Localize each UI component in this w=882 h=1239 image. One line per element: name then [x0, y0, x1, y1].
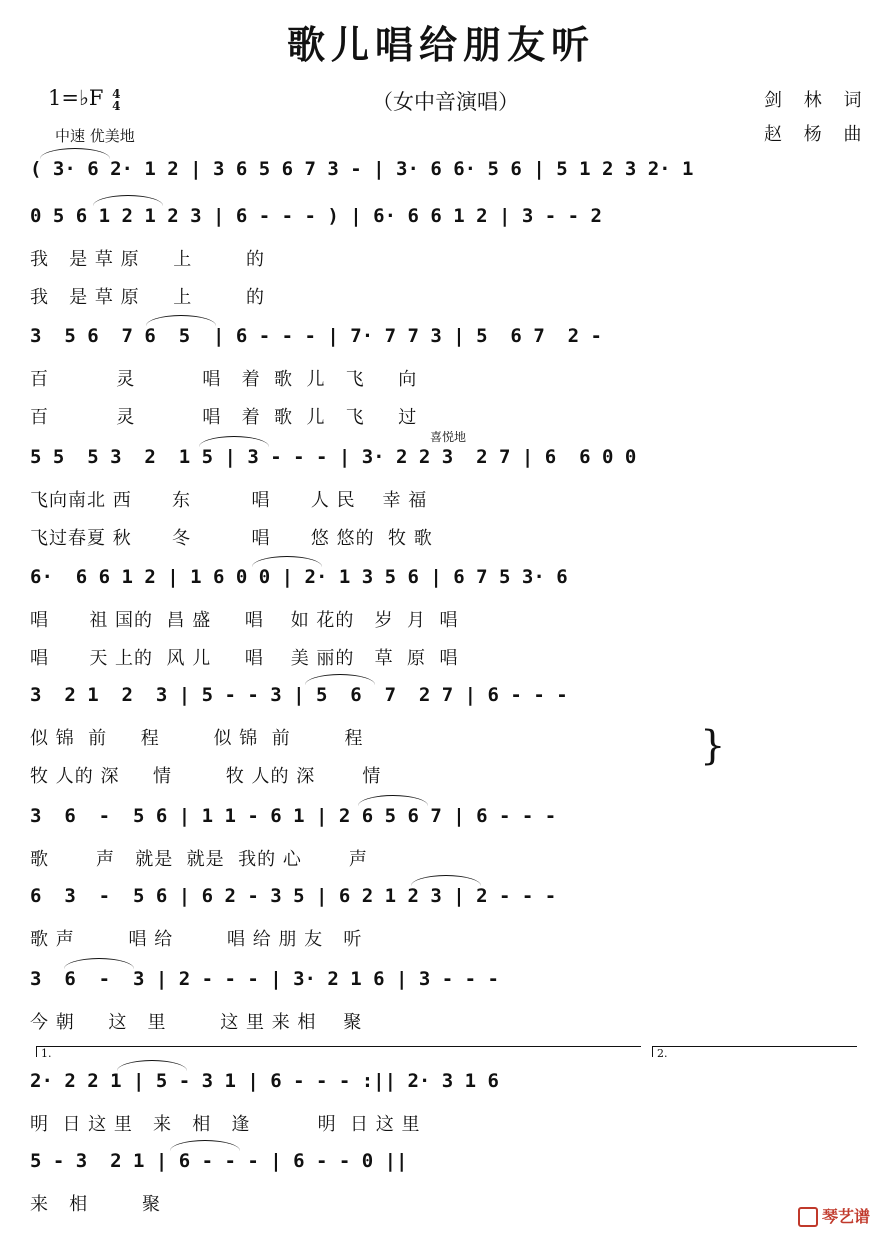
notation-line: 5 - 3 2 1 | 6 - - - | 6 - - 0 || [30, 1150, 408, 1172]
slur-mark [252, 556, 322, 567]
song-title: 歌儿唱给朋友听 [286, 23, 595, 67]
slur-mark [358, 795, 428, 806]
lyric-verse-1: 明 日 这 里 来 相 逢 明 日 这 里 [30, 1114, 421, 1135]
lyric-verse-2: 我 是 草 原 上 的 [30, 287, 265, 308]
notation-line: 3 2 1 2 3 | 5 - - 3 | 5 6 7 2 7 | 6 - - - [30, 684, 568, 706]
lyric-verse-1: 歌 声 唱 给 唱 给 朋 友 听 [30, 929, 363, 950]
lyric-verse-1: 歌 声 就是 就是 我的 心 声 [30, 849, 368, 870]
notation-line: 0 5 6 1 2 1 2 3 | 6 - - - ) | 6· 6 6 1 2 | 3 - - 2 [30, 205, 602, 227]
lyric-verse-2: 飞过春夏 秋 冬 唱 悠 悠的 牧 歌 [30, 528, 433, 549]
tempo-marking: 中速 优美地 [55, 127, 135, 145]
notation-line: 6 3 - 5 6 | 6 2 - 3 5 | 6 2 1 2 3 | 2 - - - [30, 885, 557, 907]
slur-mark [199, 436, 269, 447]
notation-line: 5 5 5 3 2 1 5 | 3 - - - | 3· 2 2 3 2 7 | 6 6 0 0 [30, 446, 637, 468]
logo-icon [798, 1207, 818, 1227]
notation-line: 3 6 - 3 | 2 - - - | 3· 2 1 6 | 3 - - - [30, 968, 499, 990]
meter-top: 4 [112, 86, 121, 101]
composer: 赵 杨 曲 [764, 124, 870, 145]
lyric-brace: } [700, 723, 726, 769]
lyric-verse-1: 唱 祖 国的 昌 盛 唱 如 花的 岁 月 唱 [30, 610, 459, 631]
volta-first-ending: 1. [36, 1046, 641, 1057]
slur-mark [146, 315, 216, 326]
notation-line: 3 5 6 7 6 5 | 6 - - - | 7· 7 7 3 | 5 6 7 2 - [30, 325, 602, 347]
slur-mark [117, 1060, 187, 1071]
lyric-verse-2: 唱 天 上的 风 儿 唱 美 丽的 草 原 唱 [30, 648, 459, 669]
notation-line: 6· 6 6 1 2 | 1 6 0 0 | 2· 1 3 5 6 | 6 7 5 3· 6 [30, 566, 568, 588]
lyric-verse-2: 牧 人的 深 情 牧 人的 深 情 [30, 766, 382, 787]
notation-line: 3 6 - 5 6 | 1 1 - 6 1 | 2 6 5 6 7 | 6 - - - [30, 805, 557, 827]
lyric-verse-1: 百 灵 唱 着 歌 儿 飞 向 [30, 369, 418, 390]
lyric-verse-1: 我 是 草 原 上 的 [30, 249, 265, 270]
lyric-verse-1: 飞向南北 西 东 唱 人 民 幸 福 [30, 490, 428, 511]
lyric-verse-1: 来 相 聚 [30, 1194, 161, 1215]
lyricist: 剑 林 词 [764, 90, 870, 111]
notation-line: ( 3· 6 2· 1 2 | 3 6 5 6 7 3 - | 3· 6 6· 5 6 | 5 1 2 3 2· 1 [30, 158, 694, 180]
key-signature [48, 86, 120, 112]
slur-mark [411, 875, 481, 886]
slur-mark [40, 148, 110, 159]
logo-text: 琴艺谱 [821, 1206, 870, 1226]
notation-line: 2· 2 2 1 | 5 - 3 1 | 6 - - - :|| 2· 3 1 6 [30, 1070, 499, 1092]
lyric-verse-1: 似 锦 前 程 似 锦 前 程 [30, 728, 364, 749]
expression-joyful: 喜悦地 [430, 430, 467, 444]
lyric-verse-1: 今 朝 这 里 这 里 来 相 聚 [30, 1012, 363, 1033]
lyric-verse-2: 百 灵 唱 着 歌 儿 飞 过 [30, 407, 418, 428]
slur-mark [64, 958, 134, 969]
meter-bottom: 4 [112, 98, 121, 113]
slur-mark [305, 674, 375, 685]
key-label: 1=♭F [48, 86, 104, 110]
slur-mark [93, 195, 163, 206]
time-signature [112, 88, 120, 112]
volta-second-ending: 2. [652, 1046, 857, 1057]
slur-mark [170, 1140, 240, 1151]
site-logo [798, 1204, 870, 1228]
performer-note: （女中音演唱） [372, 90, 519, 114]
